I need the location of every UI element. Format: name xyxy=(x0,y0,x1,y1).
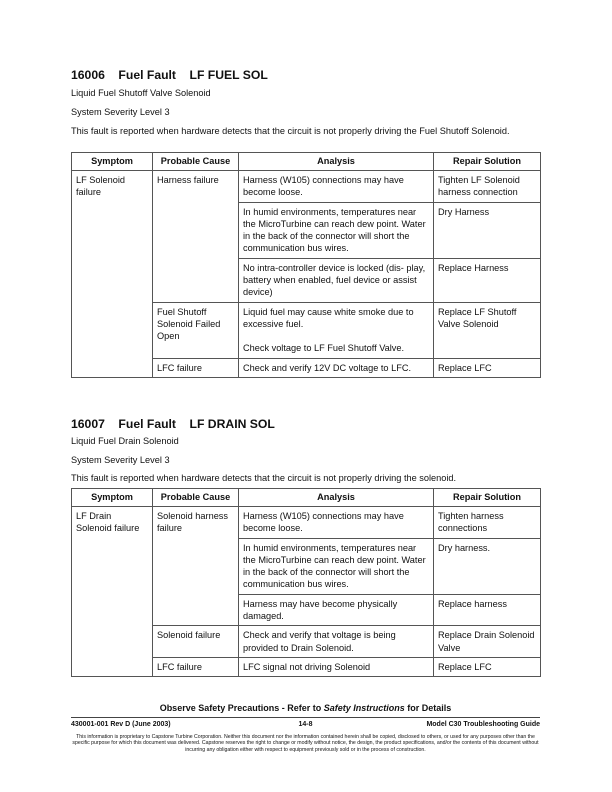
doc-number: 430001-001 Rev D (June 2003) xyxy=(71,721,171,728)
table-row xyxy=(72,258,541,302)
repair-cell: Replace LFC xyxy=(434,657,541,676)
symptom-cell: LF Solenoid failure xyxy=(72,171,153,203)
analysis-cell: Check and verify 12V DC voltage to LFC. xyxy=(239,358,434,377)
analysis-text-2: Check voltage to LF Fuel Shutoff Valve. xyxy=(243,343,405,354)
cause-cell: LFC failure xyxy=(153,358,239,377)
fault-description: This fault is reported when hardware detects that the circuit is not properly driving the solenoid. xyxy=(71,473,457,483)
severity-level: System Severity Level 3 xyxy=(71,455,170,465)
severity-level: System Severity Level 3 xyxy=(71,107,170,117)
table-row xyxy=(72,594,541,626)
symptom-cell xyxy=(72,657,153,676)
table-header-row xyxy=(72,489,541,507)
repair-cell: Replace Drain Solenoid Valve xyxy=(434,626,541,658)
cause-cell xyxy=(153,594,239,626)
repair-cell: Tighten harness connections xyxy=(434,507,541,539)
analysis-cell: In humid environments, temperatures near the MicroTurbine can reach dew point. Water in the back of the connector will short the communication bus wires. xyxy=(239,202,434,258)
repair-cell: Tighten LF Solenoid harness connection xyxy=(434,171,541,203)
header-analysis: Analysis xyxy=(239,153,434,171)
table-row xyxy=(72,626,541,658)
table-row xyxy=(72,507,541,539)
table-row xyxy=(72,358,541,377)
repair-cell: Dry Harness xyxy=(434,202,541,258)
analysis-cell: Check and verify that voltage is being provided to Drain Solenoid. xyxy=(239,626,434,658)
cause-cell xyxy=(153,538,239,594)
symptom-cell xyxy=(72,358,153,377)
cause-cell: Solenoid harness failure xyxy=(153,507,239,539)
safety-suffix: for Details xyxy=(404,703,452,713)
fault-description: This fault is reported when hardware detects that the circuit is not properly driving the Fuel Shutoff Solenoid. xyxy=(71,126,510,136)
cause-cell xyxy=(153,258,239,302)
repair-cell: Replace LF Shutoff Valve Solenoid xyxy=(434,302,541,358)
fault-table-16007 xyxy=(71,488,541,677)
symptom-cell xyxy=(72,594,153,626)
cause-cell xyxy=(153,202,239,258)
table-header-row xyxy=(72,153,541,171)
analysis-cell: In humid environments, temperatures near the MicroTurbine can reach dew point. Water in the back of the connector will short the communication bus wires. xyxy=(239,538,434,594)
table-row xyxy=(72,657,541,676)
header-symptom: Symptom xyxy=(72,153,153,171)
table-row xyxy=(72,538,541,594)
analysis-cell: LFC signal not driving Solenoid xyxy=(239,657,434,676)
header-probable-cause: Probable Cause xyxy=(153,489,239,507)
cause-cell: Solenoid failure xyxy=(153,626,239,658)
symptom-cell xyxy=(72,202,153,258)
safety-link-text: Safety Instructions xyxy=(323,703,405,713)
header-symptom: Symptom xyxy=(72,489,153,507)
footer-divider xyxy=(71,717,540,718)
safety-note xyxy=(71,703,540,713)
header-probable-cause: Probable Cause xyxy=(153,153,239,171)
analysis-cell xyxy=(239,302,434,358)
header-analysis: Analysis xyxy=(239,489,434,507)
repair-cell: Replace LFC xyxy=(434,358,541,377)
section-subtitle: Liquid Fuel Shutoff Valve Solenoid xyxy=(71,88,211,98)
symptom-cell: LF Drain Solenoid failure xyxy=(72,507,153,539)
repair-cell: Replace Harness xyxy=(434,258,541,302)
symptom-cell xyxy=(72,626,153,658)
legal-notice: This information is proprietary to Capstone Turbine Corporation. Neither this document nor the information contained herein shall be copied, disclosed to others, or used for any purposes other than the specific purpose for which this document was delivered. Capstone reserves the right to change or modify without notice, the design, the product specifications, and/or the contents of this document without incurring any obligation either with respect to equipment previously sold or in the process of construction. xyxy=(72,734,539,753)
analysis-cell: No intra-controller device is locked (dis- play, battery when enabled, fuel device or assist device) xyxy=(239,258,434,302)
fault-table-16006 xyxy=(71,152,541,378)
section-title: 16007 Fuel Fault LF DRAIN SOL xyxy=(71,417,275,431)
cause-cell: Fuel Shutoff Solenoid Failed Open xyxy=(153,302,239,358)
table-row xyxy=(72,171,541,203)
symptom-cell xyxy=(72,538,153,594)
repair-cell: Replace harness xyxy=(434,594,541,626)
page-number: 14-8 xyxy=(298,721,313,728)
cause-cell: Harness failure xyxy=(153,171,239,203)
analysis-cell: Harness (W105) connections may have become loose. xyxy=(239,507,434,539)
repair-cell: Dry harness. xyxy=(434,538,541,594)
symptom-cell xyxy=(72,302,153,358)
section-subtitle: Liquid Fuel Drain Solenoid xyxy=(71,436,179,446)
analysis-text: Liquid fuel may cause white smoke due to excessive fuel. xyxy=(243,306,414,329)
header-repair-solution: Repair Solution xyxy=(434,153,541,171)
doc-title: Model C30 Troubleshooting Guide xyxy=(426,721,540,728)
header-repair-solution: Repair Solution xyxy=(434,489,541,507)
symptom-cell xyxy=(72,258,153,302)
analysis-cell: Harness (W105) connections may have become loose. xyxy=(239,171,434,203)
cause-cell: LFC failure xyxy=(153,657,239,676)
analysis-cell: Harness may have become physically damaged. xyxy=(239,594,434,626)
table-row xyxy=(72,202,541,258)
table-row xyxy=(72,302,541,358)
safety-prefix: Observe Safety Precautions - Refer to xyxy=(159,703,324,713)
section-title: 16006 Fuel Fault LF FUEL SOL xyxy=(71,68,268,82)
